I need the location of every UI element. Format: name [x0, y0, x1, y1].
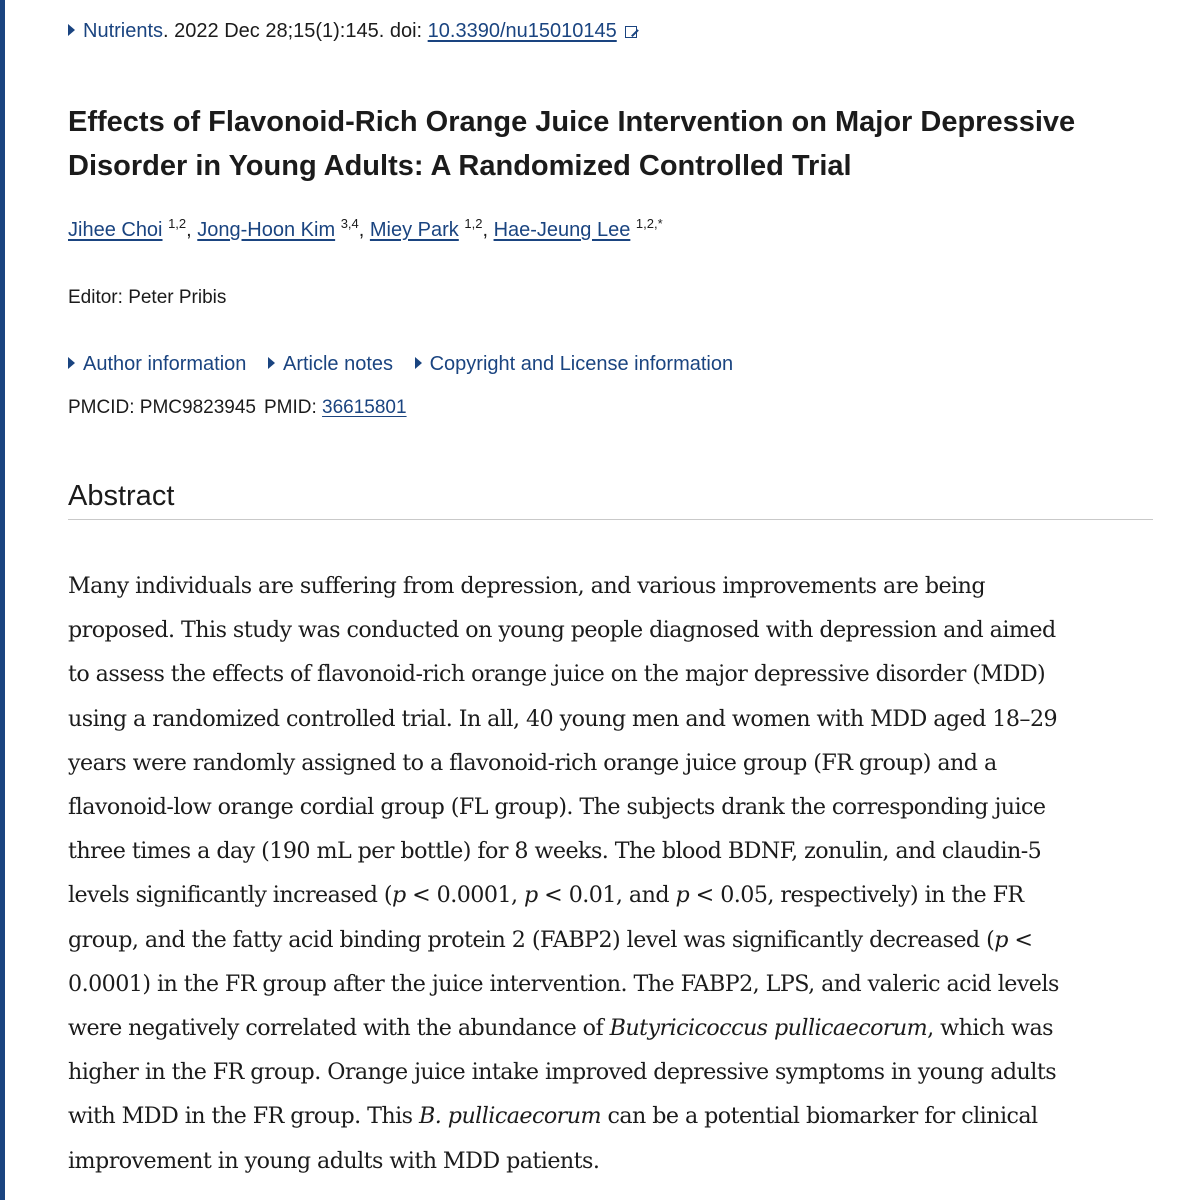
article-accordions	[68, 348, 749, 380]
pmid-link[interactable]: 36615801	[322, 397, 407, 418]
text-run: , which was	[927, 1015, 1053, 1042]
abstract-line: higher in the FR group. Orange juice intake improved depressive symptoms in young adults	[68, 1059, 1057, 1086]
doi-link[interactable]: 10.3390/nu15010145	[427, 20, 617, 42]
pmcid: PMCID: PMC9823945	[68, 397, 256, 418]
abstract-line	[68, 873, 1153, 917]
text-run: < 0.05, respectively) in the FR	[689, 882, 1024, 909]
author-link[interactable]: Jong-Hoon Kim	[197, 219, 336, 241]
article-identifiers	[68, 392, 407, 424]
italic-term: p	[675, 882, 690, 909]
text-run: with MDD in the FR group. This	[68, 1103, 420, 1130]
citation-line	[68, 15, 637, 47]
italic-term: p	[391, 882, 406, 909]
caret-right-icon	[268, 357, 275, 369]
article-title: Effects of Flavonoid-Rich Orange Juice Intervention on Major Depressive Disorder in Young Adults: A Randomized Controlled Trial	[68, 106, 1076, 182]
caret-right-icon	[415, 357, 422, 369]
author-link[interactable]: Miey Park	[369, 219, 459, 241]
abstract-line: 0.0001) in the FR group after the juice intervention. The FABP2, LPS, and valeric acid levels	[68, 970, 1059, 997]
text-run: can be a potential biomarker for clinical	[600, 1103, 1038, 1130]
text-run: < 0.0001,	[405, 882, 525, 909]
author-link[interactable]: Jihee Choi	[68, 219, 163, 241]
abstract-line: Many individuals are suffering from depression, and various improvements are being	[68, 573, 986, 599]
text-run: <	[1007, 926, 1033, 953]
abstract-line: improvement in young adults with MDD patients.	[68, 1147, 600, 1174]
section-divider	[68, 519, 1153, 520]
author-information-toggle[interactable]: Author information	[68, 353, 246, 375]
italic-term: B. pullicaecorum	[419, 1103, 601, 1130]
text-run: < 0.01, and	[537, 882, 676, 909]
copyright-license-toggle[interactable]: Copyright and License information	[415, 353, 734, 375]
author-list	[68, 212, 663, 248]
author-affiliation: 3,4	[340, 216, 359, 231]
author-affiliation: 1,2,*	[635, 216, 663, 231]
abstract-line: flavonoid-low orange cordial group (FL group). The subjects drank the corresponding juice	[68, 794, 1046, 821]
author-separator: ,	[482, 219, 494, 241]
text-run: levels significantly increased (	[68, 882, 392, 909]
abstract-line	[68, 1006, 1153, 1050]
author-separator: ,	[358, 219, 370, 241]
external-link-icon	[625, 26, 637, 38]
abstract-line: proposed. This study was conducted on young people diagnosed with depression and aimed	[68, 617, 1056, 644]
abstract-line: to assess the effects of flavonoid-rich orange juice on the major depressive disorder (MDD)	[68, 661, 1046, 688]
text-run: group, and the fatty acid binding protein 2 (FABP2) level was significantly decreased (	[68, 926, 995, 953]
author-affiliation: 1,2	[464, 216, 483, 231]
abstract-line: three times a day (190 mL per bottle) for 8 weeks. The blood BDNF, zonulin, and claudin-5	[68, 838, 1042, 865]
abstract-line: years were randomly assigned to a flavonoid-rich orange juice group (FR group) and a	[68, 749, 997, 776]
abstract-line: using a randomized controlled trial. In all, 40 young men and women with MDD aged 18–29	[68, 705, 1058, 732]
abstract-line	[68, 1094, 1153, 1138]
abstract-text	[68, 564, 1153, 1183]
journal-link[interactable]: Nutrients	[83, 20, 164, 42]
text-run: were negatively correlated with the abundance of	[68, 1015, 610, 1042]
italic-term: Butyricicoccus pullicaecorum	[609, 1015, 928, 1042]
abstract-line	[68, 918, 1153, 962]
editor-line: Editor: Peter Pribis	[68, 287, 227, 308]
citation-details: . 2022 Dec 28;15(1):145. doi:	[163, 20, 428, 42]
author-affiliation: 1,2	[168, 216, 187, 231]
author-link[interactable]: Hae-Jeung Lee	[493, 219, 631, 241]
left-accent-bar	[0, 0, 5, 1200]
caret-right-icon	[68, 24, 75, 36]
author-separator: ,	[186, 219, 198, 241]
article-notes-toggle[interactable]: Article notes	[268, 353, 393, 375]
abstract-heading: Abstract	[68, 480, 175, 512]
italic-term: p	[994, 926, 1008, 953]
italic-term: p	[524, 882, 538, 909]
pmid-label: PMID:	[263, 397, 323, 418]
caret-right-icon	[68, 357, 75, 369]
